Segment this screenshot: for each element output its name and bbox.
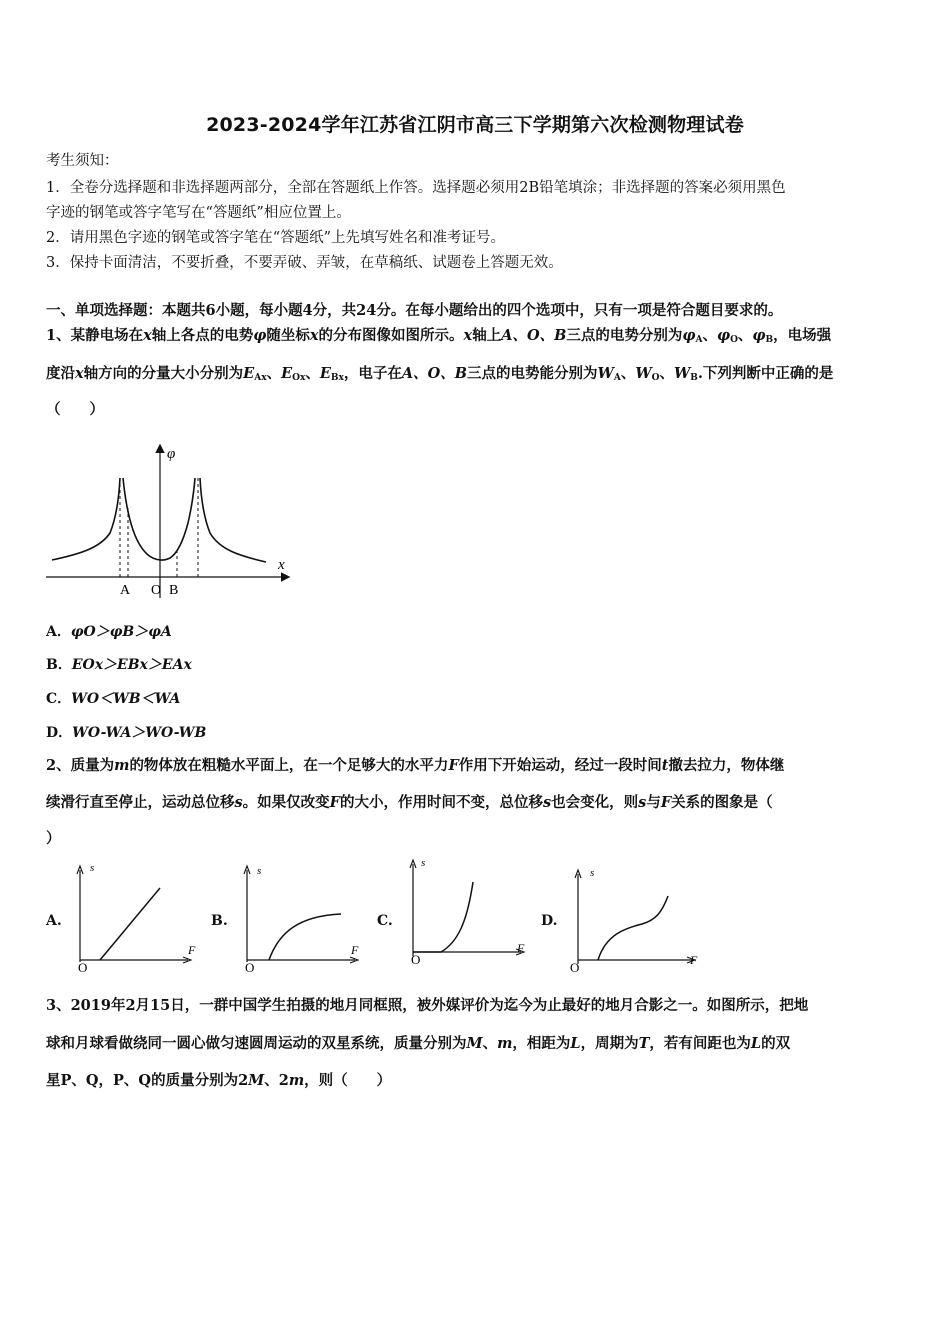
q2-graph-b[interactable] — [237, 858, 372, 976]
notice-item-1-cont: 字迹的钢笔或答字笔写在“答题纸”相应位置上。 — [46, 205, 351, 221]
option-text: EOx＞EBx＞EAx — [71, 657, 192, 673]
var-f: F — [448, 757, 459, 774]
subscript: Bx — [330, 373, 344, 383]
q1-text: 、 — [702, 327, 717, 344]
q1-option-c[interactable] — [46, 688, 180, 708]
point-a-label: A — [120, 583, 131, 598]
var-l: L — [750, 1035, 762, 1052]
option-text: WO＜WB＜WA — [71, 691, 181, 707]
var-m-big: M — [466, 1035, 483, 1052]
var-w: W — [673, 365, 691, 382]
point-b-label: B — [169, 583, 179, 598]
var-s: s — [234, 794, 243, 811]
var-phi: φ — [716, 327, 731, 344]
var-f: F — [660, 794, 672, 811]
q1-text: 轴上 — [472, 327, 502, 344]
x-label: F — [517, 941, 525, 955]
option-text: φO＞φB＞φA — [70, 624, 172, 640]
origin-label: O — [411, 952, 421, 967]
potential-curve-right — [200, 478, 266, 562]
q1-text: 、 — [305, 365, 320, 382]
s-f-curve — [100, 888, 160, 960]
q3-text: 球和月球看做绕同一圆心做匀速圆周运动的双星系统，质量分别为 — [46, 1035, 467, 1052]
q3-line-3 — [46, 1071, 908, 1091]
q1-text: 三点的电势分别为 — [566, 327, 683, 344]
var-x: x — [309, 327, 319, 344]
s-f-curve — [598, 896, 668, 960]
y-label: s — [590, 867, 595, 879]
q1-text: 的分布图像如图所示。 — [318, 327, 464, 344]
page-title: 2023-2024学年江苏省江阴市高三下学期第六次检测物理试卷 — [206, 114, 744, 136]
origin-label: O — [570, 960, 580, 975]
option-letter: B． — [46, 657, 72, 673]
var-w: W — [597, 365, 614, 382]
var-l: L — [570, 1035, 581, 1052]
q1-text: 轴方向的分量大小分别为 — [83, 365, 244, 382]
point-o-label: O — [151, 583, 162, 598]
var-m-big: M — [248, 1072, 265, 1089]
var-x: x — [75, 365, 84, 382]
notice-item-1: 1．全卷分选择题和非选择题两部分，全部在答题纸上作答。选择题必须用2B铅笔填涂；非选择题的答案必须用黑色 — [46, 180, 786, 196]
q3-line-2 — [46, 1034, 908, 1054]
var-phi: φ — [253, 327, 267, 344]
var-m: m — [288, 1072, 305, 1089]
var-e: E — [319, 365, 331, 382]
q2-text: 2、质量为 — [46, 757, 115, 774]
q2-option-b[interactable]: B. — [211, 913, 228, 929]
x-label: F — [188, 943, 196, 957]
x-label: F — [690, 953, 698, 967]
notice-item-2: 2．请用黑色字迹的钢笔或答字笔在“答题纸”上先填写姓名和准考证号。 — [46, 230, 506, 246]
var-t: T — [638, 1035, 650, 1052]
q1-option-b[interactable] — [46, 654, 192, 674]
q3-text: ，周期为 — [580, 1035, 639, 1052]
q1-text: 三点的电势能分别为 — [467, 365, 598, 382]
x-axis-label: x — [278, 557, 285, 573]
option-letter: A． — [46, 624, 71, 640]
q2-line-1 — [46, 756, 908, 776]
var-m: m — [497, 1035, 513, 1052]
var-s: s — [542, 794, 552, 811]
s-f-curve — [413, 882, 473, 952]
q1-text: 、 — [266, 365, 282, 382]
section-heading: 一、单项选择题：本题共6小题，每小题4分，共24分。在每小题给出的四个选项中，只有一项是符合题目要求的。 — [46, 302, 783, 319]
var-x: x — [143, 327, 152, 344]
subscript: O — [651, 373, 660, 383]
var-t: t — [661, 757, 669, 774]
var-w: W — [635, 365, 652, 382]
q1-potential-graph — [40, 438, 300, 600]
q2-text: 作用下开始运动，经过一段时间 — [458, 757, 662, 774]
subscript: A — [695, 335, 703, 345]
potential-curve-middle — [123, 478, 195, 560]
y-label: s — [421, 857, 426, 869]
q3-text: 、 — [482, 1035, 498, 1052]
origin-label: O — [245, 960, 255, 975]
subscript: B — [690, 373, 698, 383]
q3-text: 、2 — [264, 1072, 289, 1089]
q3-text: ，相距为 — [512, 1035, 571, 1052]
q2-option-c[interactable]: C. — [377, 913, 393, 929]
subscript: Ox — [292, 373, 306, 383]
option-letter: C． — [46, 691, 72, 707]
var-e: E — [243, 365, 255, 382]
q2-line-3: ） — [46, 830, 61, 847]
q2-text: 续滑行直至停止，运动总位移 — [46, 794, 235, 811]
q1-line-1 — [46, 326, 908, 350]
q2-graph-a[interactable] — [70, 856, 205, 976]
var-e: E — [281, 365, 293, 382]
q2-text: 。如果仅改变 — [242, 794, 330, 811]
potential-curve-left — [52, 478, 120, 560]
q2-text: 也会变化，则 — [551, 794, 639, 811]
subscript: A — [613, 373, 621, 383]
q1-text: 轴上各点的电势 — [151, 327, 254, 344]
q1-text: 1、某静电场在 — [46, 327, 144, 344]
q2-graph-d[interactable] — [568, 862, 708, 976]
q1-option-d[interactable] — [46, 722, 206, 742]
points-aob: A、O、B — [401, 365, 468, 382]
q3-text: 的双 — [761, 1035, 791, 1052]
q1-paren: （ ） — [46, 401, 104, 418]
notice-heading: 考生须知： — [46, 153, 119, 169]
var-x: x — [463, 327, 473, 344]
q1-text: ，电场强 — [773, 327, 832, 344]
x-label: F — [351, 943, 359, 957]
option-letter: D． — [46, 725, 73, 741]
q2-text: 的物体放在粗糙水平面上，在一个足够大的水平力 — [129, 757, 449, 774]
q1-option-a[interactable] — [46, 621, 172, 641]
s-f-curve — [269, 914, 341, 960]
q3-text: 星P、Q，P、Q的质量分别为2 — [46, 1072, 249, 1089]
q1-text: 随坐标 — [266, 327, 310, 344]
q2-line-2 — [46, 793, 908, 813]
var-s: s — [638, 794, 647, 811]
q2-option-d[interactable]: D. — [541, 913, 558, 929]
q3-text: ，若有间距也为 — [649, 1035, 751, 1052]
q1-text: 、 — [620, 365, 636, 382]
q3-text: ，则（ ） — [304, 1072, 392, 1089]
var-phi: φ — [682, 327, 696, 344]
q1-text: 、 — [737, 327, 753, 344]
origin-label: O — [78, 960, 88, 975]
q2-text: 与 — [646, 794, 661, 811]
option-text: WO-WA＞WO-WB — [72, 725, 207, 741]
var-f: F — [329, 794, 340, 811]
q2-text: 关系的图象是（ — [671, 794, 773, 811]
notice-item-3: 3．保持卡面清洁，不要折叠，不要弄破、弄皱，在草稿纸、试题卷上答题无效。 — [46, 255, 563, 271]
q2-option-a[interactable]: A. — [46, 913, 62, 929]
q1-text: ，电子在 — [343, 365, 402, 382]
q1-text: .下列判断中正确的是 — [697, 365, 834, 382]
q1-text: 度沿 — [46, 365, 75, 382]
subscript: Ax — [254, 373, 267, 383]
q1-line-2 — [46, 364, 908, 388]
y-label: s — [257, 865, 262, 877]
points-aob: A、O、B — [501, 327, 567, 344]
y-label: s — [90, 862, 95, 874]
q3-line-1: 3、2019年2月15日，一群中国学生拍摄的地月同框照，被外媒评价为迄今为止最好的地月合影之一。如图所示，把地 — [46, 997, 809, 1014]
q2-text: 的大小，作用时间不变，总位移 — [339, 794, 543, 811]
var-m: m — [114, 757, 130, 774]
q2-graph-c[interactable] — [403, 852, 538, 972]
y-axis-label: φ — [167, 446, 176, 462]
subscript: O — [730, 335, 738, 345]
q1-text: 、 — [659, 365, 674, 382]
var-phi: φ — [752, 327, 766, 344]
q2-text: 撤去拉力，物体继 — [668, 757, 785, 774]
subscript: B — [765, 335, 774, 345]
